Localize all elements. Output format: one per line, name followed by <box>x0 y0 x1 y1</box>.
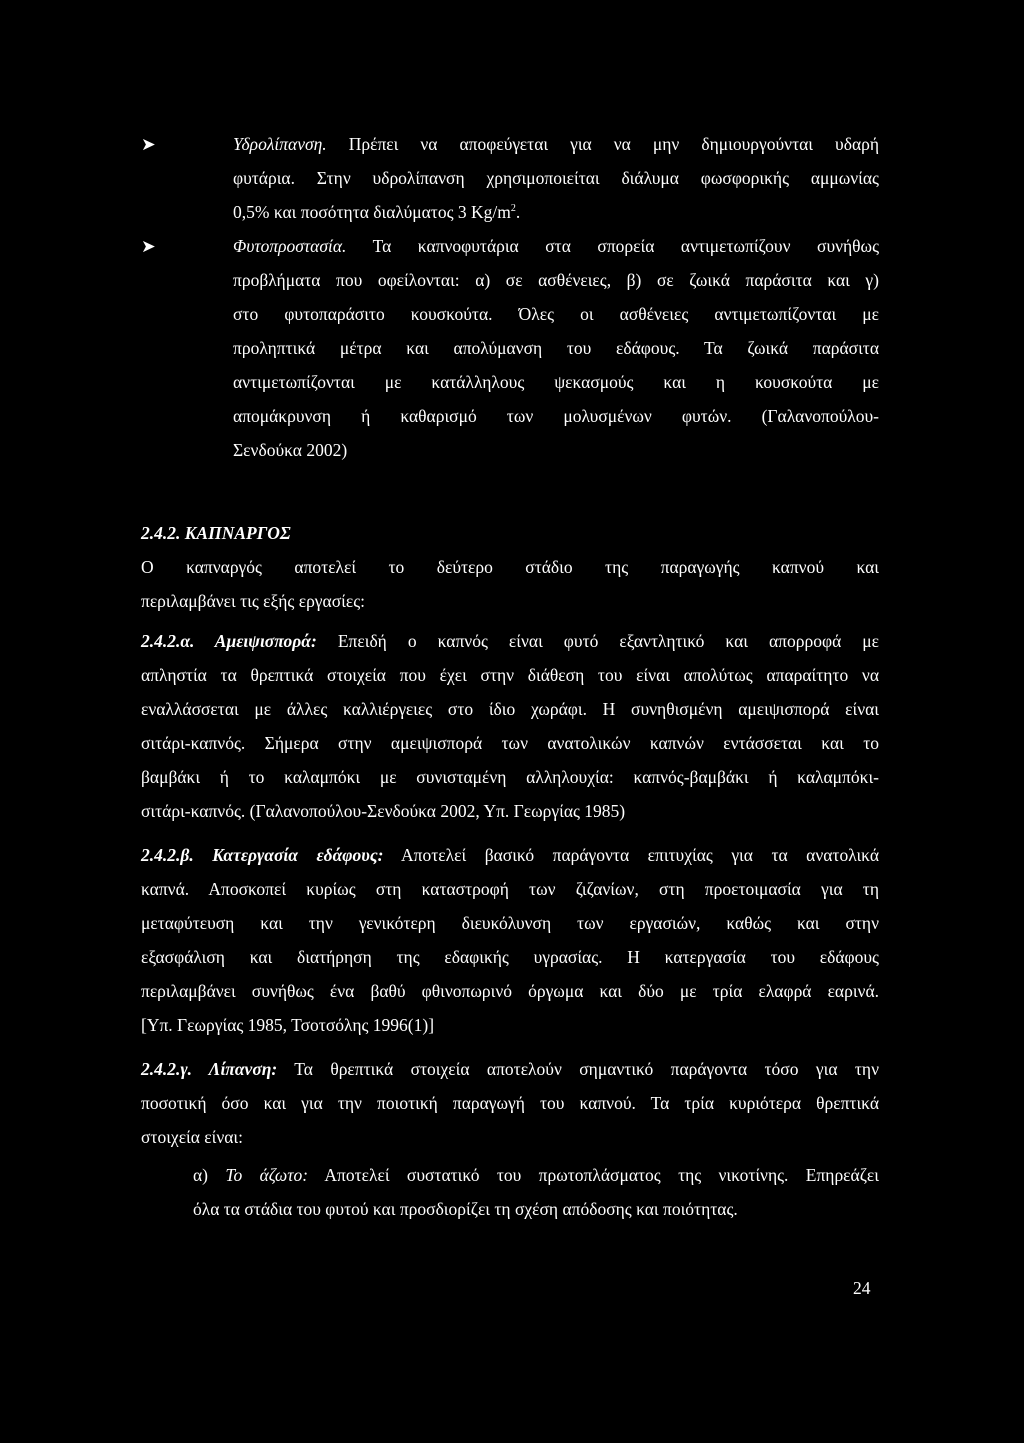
text-line: προβλήματα που οφείλονται: α) σε ασθένειες, β) σε ζωικά παράσιτα και γ) <box>233 270 879 290</box>
subsection-label: 2.4.2.β. Κατεργασία εδάφους: <box>141 845 384 865</box>
bullet-text: Πρέπει να αποφεύγεται για να μην δημιουργούνται υδαρή <box>326 134 879 154</box>
text-line: μεταφύτευση και την γενικότερη διευκόλυνση των εργασιών, καθώς και στην <box>141 913 879 933</box>
bullet-term: Φυτοπροστασία. <box>233 236 347 256</box>
subsection-ameipsispora <box>141 624 879 828</box>
text-line: βαμβάκι ή το καλαμπόκι με συνισταμένη αλληλουχία: καπνός-βαμβάκι ή καλαμπόκι- <box>141 767 879 787</box>
bullet-term: Υδρολίπανση. <box>233 134 327 154</box>
subsection-label: 2.4.2.α. Αμειψισπορά: <box>141 631 317 651</box>
text-line: φυτάρια. Στην υδρολίπανση χρησιμοποιείται διάλυμα φωσφορικής αμμωνίας <box>233 168 879 188</box>
text-line: απληστία τα θρεπτικά στοιχεία που έχει στην διάθεση του είναι απολύτως απαραίτητο να <box>141 665 879 685</box>
nutrient-label: α) <box>193 1165 226 1185</box>
nutrient-azoto <box>141 1158 879 1226</box>
text-line: στο φυτοπαράσιτο κουσκούτα. Όλες οι ασθένειες αντιμετωπίζονται με <box>233 304 879 324</box>
bullet-hydrolipansi: ➤ Υδρολίπανση. Πρέπει να αποφεύγεται για να μην δημιουργούνται υδαρή φυτάρια. Στην υδρολίπανση χρησιμοποιείται διάλυμα φωσφορικής αμμωνίας 0,5% και ποσότητα διαλύματος 3 $Kg/m^2$. <box>141 127 879 229</box>
page-number: 24 <box>853 1278 871 1298</box>
text-line: Αποτελεί συστατικό του πρωτοπλάσματος της νικοτίνης. Επηρεάζει <box>308 1165 879 1185</box>
text-line: εναλλάσσεται με άλλες καλλιέργειες στο ίδιο χωράφι. Η συνηθισμένη αμειψισπορά είναι <box>141 699 879 719</box>
text-line: όλα τα στάδια του φυτού και προσδιορίζει τη σχέση απόδοσης και ποιότητας. <box>193 1199 738 1219</box>
text-line: 0,5% και ποσότητα διαλύματος 3 Kg/m <box>233 202 511 222</box>
subsection-label: 2.4.2.γ. Λίπανση: <box>141 1059 278 1079</box>
section <box>141 516 879 618</box>
bullet-fytoprostasia <box>141 229 879 467</box>
section-intro-line: Ο καπναργός αποτελεί το δεύτερο στάδιο της παραγωγής καπνού και <box>141 557 879 577</box>
text-line: Τα θρεπτικά στοιχεία αποτελούν σημαντικό παράγοντα τόσο για την <box>277 1059 879 1079</box>
section-intro-line: περιλαμβάνει τις εξής εργασίες: <box>141 591 365 611</box>
text-line: αντιμετωπίζονται με κατάλληλους ψεκασμούς και η κουσκούτα με <box>233 372 879 392</box>
text-line: Επειδή ο καπνός είναι φυτό εξαντλητικό και απορροφά με <box>316 631 879 651</box>
text-line: στοιχεία είναι: <box>141 1127 244 1147</box>
text-line: σιτάρι-καπνός. Σήμερα στην αμειψισπορά των ανατολικών καπνών εντάσσεται και το <box>141 733 879 753</box>
subsection-lipansi <box>141 1052 879 1154</box>
text-line: περιλαμβάνει συνήθως ένα βαθύ φθινοπωρινό όργωμα και δύο με τρία ελαφρά εαρινά. <box>141 981 879 1001</box>
text-line: απομάκρυνση ή καθαρισμό των μολυσμένων φυτών. (Γαλανοπούλου- <box>233 406 879 426</box>
text-line: σιτάρι-καπνός. (Γαλανοπούλου-Σενδούκα 2002, Υπ. Γεωργίας 1985) <box>141 801 626 821</box>
text-line: [Υπ. Γεωργίας 1985, Τσοτσόλης 1996(1)] <box>141 1015 435 1035</box>
text-line: Αποτελεί βασικό παράγοντα επιτυχίας για τα ανατολικά <box>383 845 880 865</box>
nutrient-term: Το άζωτο: <box>225 1165 309 1185</box>
superscript: 2 <box>510 203 516 215</box>
subsection-katergasia <box>141 838 879 1042</box>
section-heading: 2.4.2. ΚΑΠΝΑΡΓΟΣ <box>141 523 291 543</box>
text-line: Σενδούκα 2002) <box>233 440 348 460</box>
arrowhead-bullet-icon: ➤ <box>141 134 156 154</box>
arrowhead-bullet-icon: ➤ <box>141 236 156 256</box>
bullet-text: Τα καπνοφυτάρια στα σπορεία αντιμετωπίζουν συνήθως <box>346 236 879 256</box>
text-line: εξασφάλιση και διατήρηση της εδαφικής υγρασίας. Η κατεργασία του εδάφους <box>141 947 879 967</box>
text-line: καπνά. Αποσκοπεί κυρίως στη καταστροφή των ζιζανίων, στη προετοιμασία για τη <box>141 879 879 899</box>
text-line: ποσοτική όσο και για την ποιοτική παραγωγή του καπνού. Τα τρία κυριότερα θρεπτικά <box>141 1093 879 1113</box>
text-line: προληπτικά μέτρα και απολύμανση του εδάφους. Τα ζωικά παράσιτα <box>233 338 879 358</box>
